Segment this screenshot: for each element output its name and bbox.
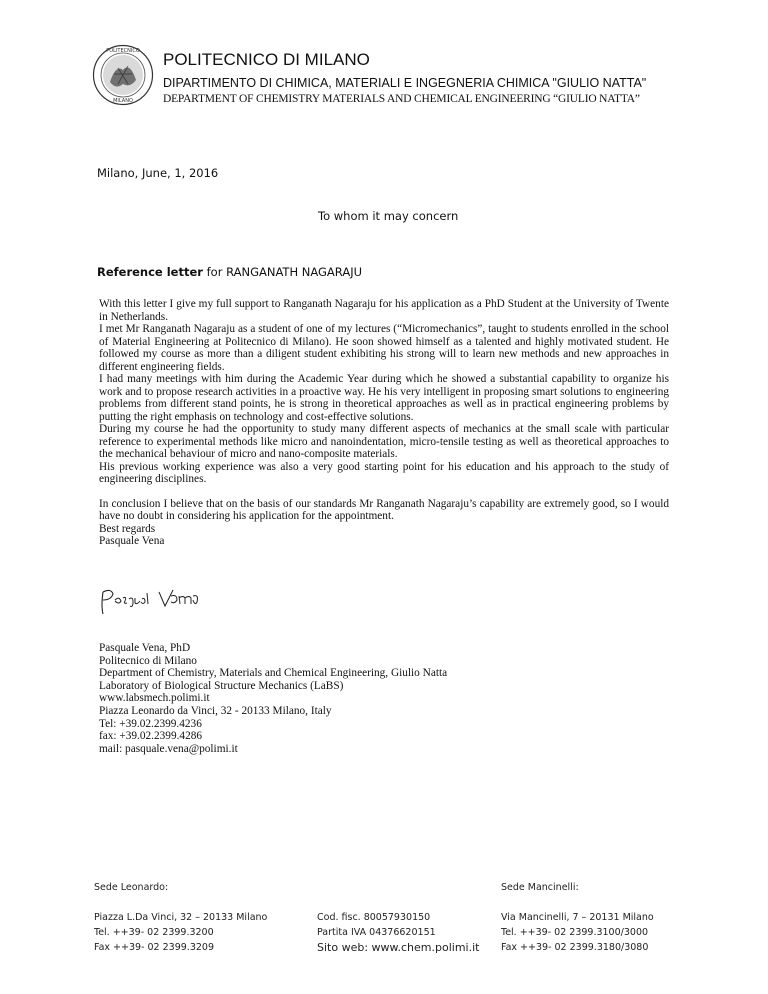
contact-website-link[interactable]: www.labsmech.polimi.it [99, 692, 210, 705]
footer-mancinelli-fax: Fax ++39- 02 2399.3180/3080 [501, 942, 649, 953]
footer-mancinelli-tel: Tel. ++39- 02 2399.3100/3000 [501, 927, 649, 938]
body-paragraph: With this letter I give my full support to Ranganath Nagaraju for his application as a PhD Student at the University of Twente in Netherlands. [99, 298, 669, 323]
svg-text:POLITECNICO: POLITECNICO [106, 48, 140, 54]
footer-leonardo-fax: Fax ++39- 02 2399.3209 [94, 942, 214, 953]
footer-cod-fisc: Cod. fisc. 80057930150 [317, 912, 431, 923]
body-paragraph: I had many meetings with him during the Academic Year during which he showed a substantial capability to organize his work and to propose research activities in a proactive way. He his very intelligent in proposing smart solutions to engineering problems from different stand points, he is strong in theoretical approaches as well as in practical engineering problems by putting the right emphasis on technology and cost-effective solutions. [99, 373, 669, 423]
footer-partita-iva: Partita IVA 04376620151 [317, 927, 436, 938]
handwritten-signature [97, 584, 207, 618]
closing: Best regards [99, 522, 156, 535]
contact-tel: Tel: +39.02.2399.4236 [99, 717, 202, 730]
footer-leonardo-tel: Tel. ++39- 02 2399.3200 [94, 927, 214, 938]
subject-bold: Reference letter [97, 265, 203, 279]
footer-mancinelli-address: Via Mancinelli, 7 – 20131 Milano [501, 912, 654, 923]
politecnico-seal-logo [92, 44, 154, 106]
svg-text:MILANO: MILANO [113, 98, 133, 104]
contact-block [99, 642, 447, 755]
contact-email-link[interactable]: mail: pasquale.vena@polimi.it [99, 742, 238, 755]
conclusion-paragraph: In conclusion I believe that on the basis of our standards Mr Ranganath Nagaraju’s capability are extremely good, so I would have no doubt in considering his application for the appointment. [99, 497, 669, 522]
department-italian: DIPARTIMENTO DI CHIMICA, MATERIALI E INGEGNERIA CHIMICA "GIULIO NATTA" [163, 76, 647, 90]
department-english: DEPARTMENT OF CHEMISTRY MATERIALS AND CHEMICAL ENGINEERING “GIULIO NATTA” [163, 93, 640, 105]
letter-date: Milano, June, 1, 2016 [97, 166, 219, 180]
letter-body [99, 298, 669, 548]
body-paragraph: His previous working experience was also a very good starting point for his education and his approach to the study of engineering disciplines. [99, 460, 669, 485]
contact-address: Piazza Leonardo da Vinci, 32 - 20133 Milano, Italy [99, 704, 332, 717]
salutation: To whom it may concern [318, 209, 459, 223]
letter-subject [97, 265, 362, 279]
contact-laboratory: Laboratory of Biological Structure Mechanics (LaBS) [99, 679, 344, 692]
contact-name: Pasquale Vena, PhD [99, 642, 191, 654]
footer-sede-leonardo: Sede Leonardo: [94, 882, 169, 893]
footer-leonardo-address: Piazza L.Da Vinci, 32 – 20133 Milano [94, 912, 268, 923]
footer-website-link[interactable]: Sito web: www.chem.polimi.it [317, 941, 480, 954]
contact-institution: Politecnico di Milano [99, 654, 197, 667]
footer-sede-mancinelli: Sede Mancinelli: [501, 882, 579, 893]
body-paragraph: I met Mr Ranganath Nagaraju as a student of one of my lectures (“Micromechanics”, taught to students enrolled in the school of Material Engineering at Politecnico di Milano). He soon showed himself as a talented and highly motivated student. He followed my course as more than a diligent student exhibiting his strong will to learn new methods and new approaches in different engineering fields. [99, 323, 669, 373]
contact-fax: fax: +39.02.2399.4286 [99, 730, 203, 743]
signer-name: Pasquale Vena [99, 535, 165, 547]
subject-candidate: for RANGANATH NAGARAJU [202, 265, 362, 279]
contact-department: Department of Chemistry, Materials and Chemical Engineering, Giulio Natta [99, 667, 448, 680]
body-paragraph: During my course he had the opportunity to study many different aspects of mechanics at the small scale with particular reference to experimental methods like micro and nanoindentation, micro-tensile testing as well as theoretical approaches to the mechanical behaviour of micro and nano-composite materials. [99, 423, 669, 460]
institution-name: POLITECNICO DI MILANO [163, 50, 370, 69]
